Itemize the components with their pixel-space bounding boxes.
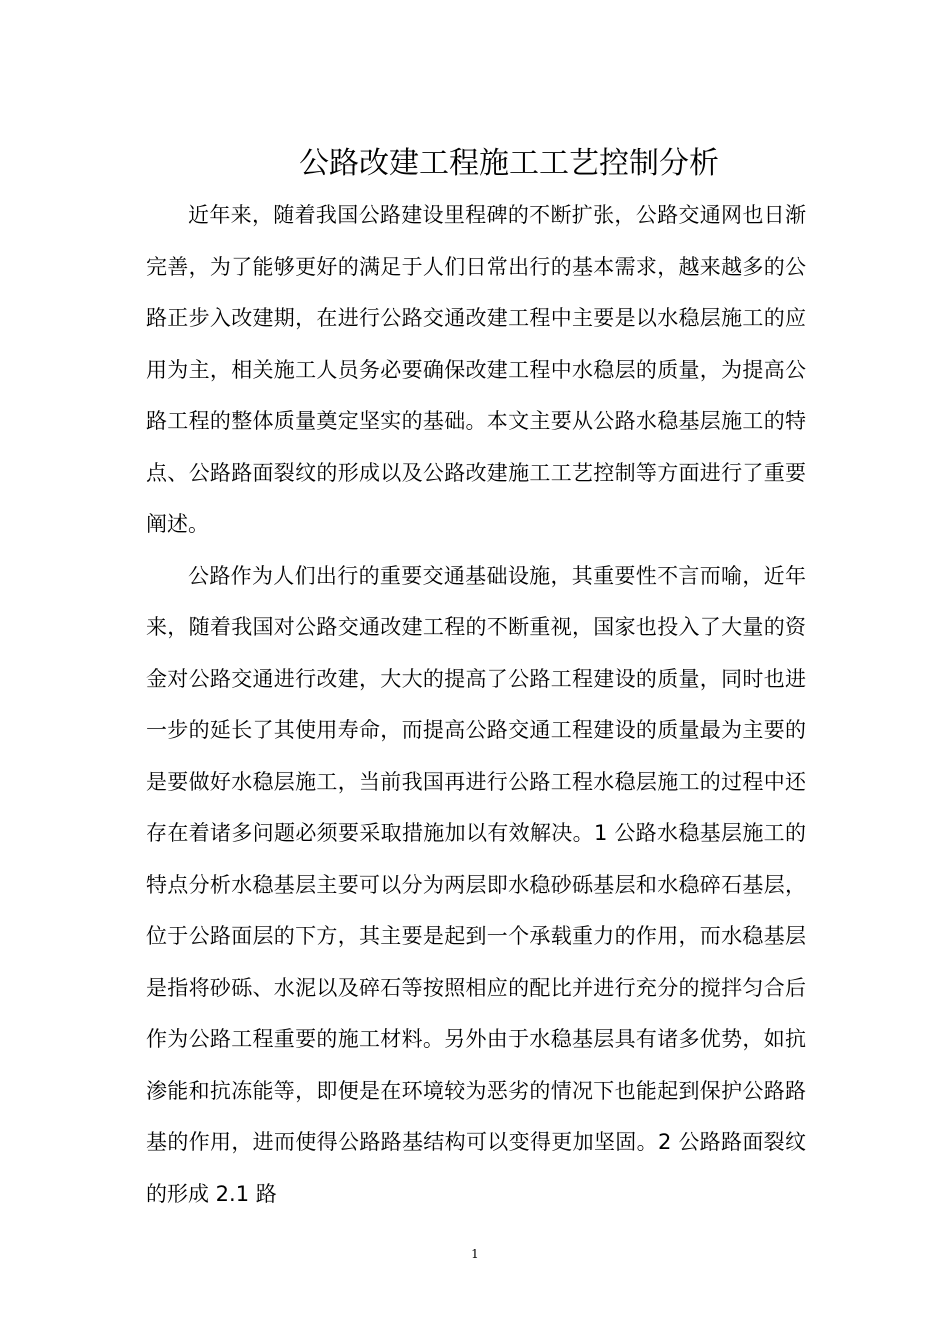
paragraph-1: 近年来，随着我国公路建设里程碑的不断扩张，公路交通网也日渐完善，为了能够更好的满足于人们日常出行的基本需求，越来越多的公路正步入改建期，在进行公路交通改建工程中主要是以水稳层施工的应用为主，相关施工人员务必要确保改建工程中水稳层的质量，为提高公路工程的整体质量奠定坚实的基础。本文主要从公路水稳基层施工的特点、公路路面裂纹的形成以及公路改建施工工艺控制等方面进行了重要阐述。 [146,203,806,536]
document-title: 公路改建工程施工工艺控制分析 [299,146,719,182]
paragraph-2: 公路作为人们出行的重要交通基础设施，其重要性不言而喻，近年来，随着我国对公路交通改建工程的不断重视，国家也投入了大量的资金对公路交通进行改建，大大的提高了公路工程建设的质量，同时也进一步的延长了其使用寿命，而提高公路交通工程建设的质量最为主要的是要做好水稳层施工，当前我国再进行公路工程水稳层施工的过程中还存在着诸多问题必须要采取措施加以有效解决。1 公路水稳基层施工的特点分析水稳基层主要可以分为两层即水稳砂砾基层和水稳碎石基层，位于公路面层的下方，其主要是起到一个承载重力的作用，而水稳基层是指将砂砾、水泥以及碎石等按照相应的配比并进行充分的搅拌匀合后作为公路工程重要的施工材料。另外由于水稳基层具有诸多优势，如抗渗能和抗冻能等，即便是在环境较为恶劣的情况下也能起到保护公路路基的作用，进而使得公路路基结构可以变得更加坚固。2 公路路面裂纹的形成 2.1 路 [146,563,806,1206]
document-body [146,190,806,1220]
page-number: 1 [471,1247,479,1261]
